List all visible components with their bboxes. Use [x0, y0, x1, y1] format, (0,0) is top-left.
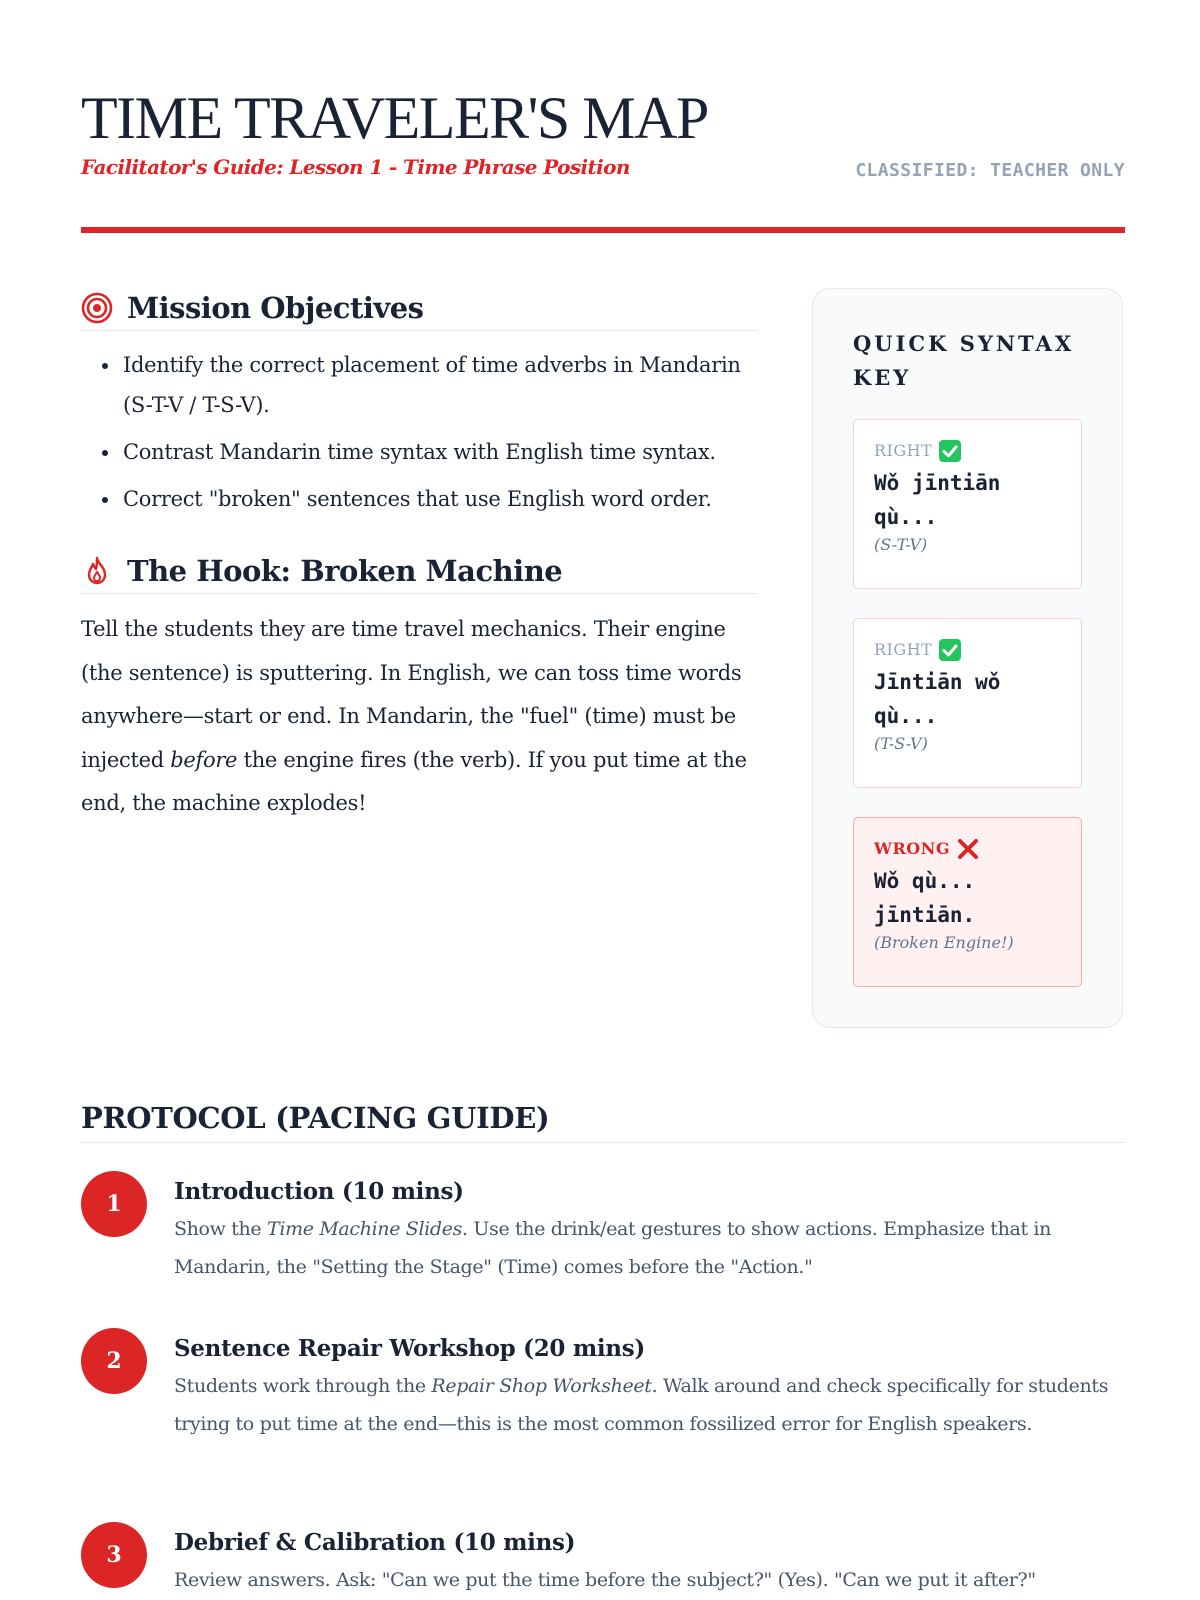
step-emphasis: Time Machine Slides [267, 1218, 462, 1240]
step-title: Debrief & Calibration (10 mins) [174, 1529, 576, 1556]
card-label-text: WRONG [874, 839, 950, 858]
card-label-text: RIGHT [874, 640, 933, 659]
step-text: Students work through the [174, 1375, 432, 1397]
step-title: Introduction (10 mins) [174, 1178, 464, 1205]
step-description [174, 1210, 1125, 1286]
step-description [174, 1561, 1125, 1599]
flame-icon [81, 555, 113, 587]
card-phrase: Wǒ jīntiān qù... [874, 471, 1001, 529]
objectives-section [81, 290, 757, 519]
target-icon [81, 292, 113, 324]
step-number: 2 [81, 1328, 147, 1394]
hook-text [81, 608, 757, 826]
card-phrase: Jīntiān wǒ qù... [874, 670, 1001, 728]
step-text: . Walk around and check specifically for students trying to put time at the end—this is the most common fossilized error for English speakers. [174, 1375, 1109, 1435]
step-content [174, 1176, 1125, 1286]
card-note: (Broken Engine!) [874, 933, 1014, 952]
objective-item: • Contrast Mandarin time syntax with English time syntax. [121, 432, 757, 472]
syntax-key-panel [812, 288, 1123, 1028]
objectives-heading: Mission Objectives [127, 291, 424, 325]
hook-text-part: Tell the students they are time travel mechanics. Their engine (the sentence) is sputtering. In English, we can toss time words anywhere—start or end. In Mandarin, the "fuel" (time) must be injected [81, 617, 742, 772]
hook-heading: The Hook: Broken Machine [127, 554, 563, 588]
step-content [174, 1333, 1125, 1443]
classification-label: CLASSIFIED: TEACHER ONLY [855, 160, 1125, 181]
step-text: Show the [174, 1218, 268, 1240]
card-note: (T-S-V) [874, 734, 928, 753]
check-icon [938, 439, 962, 463]
objective-item: • Identify the correct placement of time adverbs in Mandarin (S-T-V / T-S-V). [121, 345, 757, 425]
card-label [874, 637, 1061, 663]
cross-icon [956, 837, 980, 861]
hook-emphasis: before [170, 747, 238, 772]
protocol-section [81, 1100, 1125, 1591]
step-text: . Use the drink/eat gestures to show actions. Emphasize that in Mandarin, the "Setting the Stage" (Time) comes before the "Action." [174, 1218, 1052, 1278]
card-label [874, 836, 1061, 862]
step-number: 1 [81, 1171, 147, 1237]
step-emphasis: Repair Shop Worksheet [431, 1375, 652, 1397]
main-column [81, 290, 757, 826]
step-description [174, 1367, 1125, 1443]
card-note: (S-T-V) [874, 535, 928, 554]
card-phrase: Wǒ qù... jīntiān. [874, 869, 976, 927]
objectives-header [81, 290, 757, 331]
hook-header [81, 553, 757, 594]
objectives-list [81, 345, 757, 519]
page-title: TIME TRAVELER'S MAP [81, 85, 708, 151]
check-icon [938, 638, 962, 662]
header-divider [81, 227, 1125, 233]
card-label-text: RIGHT [874, 441, 933, 460]
objective-item: • Correct "broken" sentences that use English word order. [121, 479, 757, 519]
step-number: 3 [81, 1522, 147, 1588]
step-text: Review answers. Ask: "Can we put the time before the subject?" (Yes). "Can we put it after?" [174, 1569, 1036, 1591]
syntax-card-correct [853, 618, 1082, 788]
syntax-card-correct [853, 419, 1082, 589]
page-subtitle: Facilitator's Guide: Lesson 1 - Time Phrase Position [81, 155, 630, 179]
step-title: Sentence Repair Workshop (20 mins) [174, 1335, 645, 1362]
syntax-key-heading: QUICK SYNTAX KEY [853, 331, 1075, 390]
hook-section [81, 553, 757, 826]
hook-text-part: the engine fires (the verb). If you put time at the end, the machine explodes! [81, 747, 747, 815]
syntax-card-wrong [853, 817, 1082, 987]
step-content [174, 1527, 1125, 1599]
protocol-heading: PROTOCOL (PACING GUIDE) [81, 1100, 1125, 1143]
card-label [874, 438, 1061, 464]
